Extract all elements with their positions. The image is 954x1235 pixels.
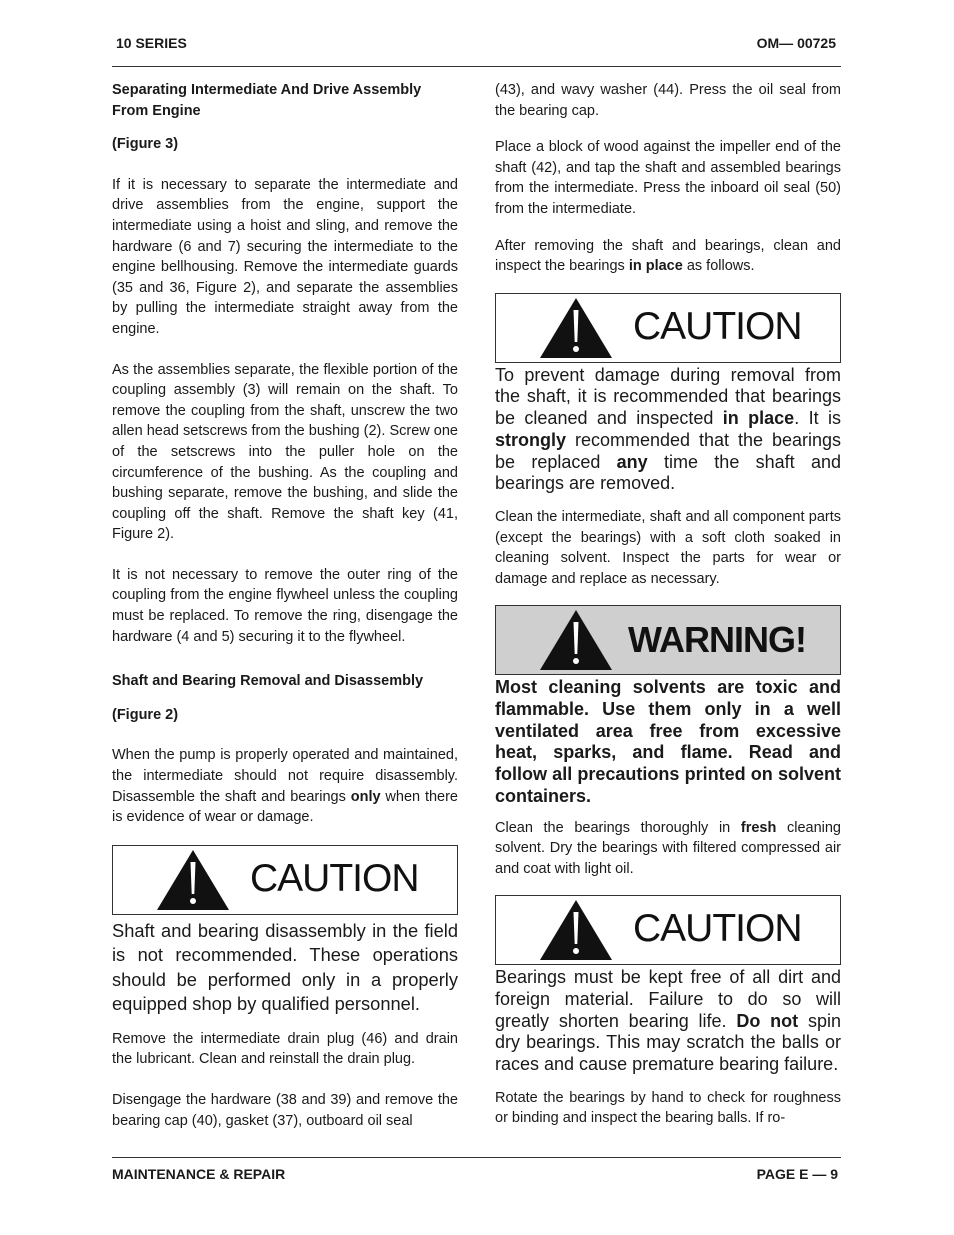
section-heading-separating: Separating Intermediate And Drive Assembly From Engine [112, 82, 422, 119]
paragraph-coupling-removal: As the assemblies separate, the flexible portion of the coupling assembly (3) will remain on the shaft. To remove the coupling from the shaft, unscrew the two allen head setscrews from the bushing (2). Screw one of the setscrews into the puller hole on the circumference of the bushing. As the coupling and bushing separate, remove the bushing, and slide the coupling off the shaft. Remove the shaft key (41, Figure 2). [112, 361, 458, 543]
paragraph-disengage-hardware: Disengage the hardware (38 and 39) and remove the bearing cap (40), gasket (37), outboard oil seal [112, 1092, 458, 1129]
header-doc-number: OM— 00725 [756, 35, 836, 51]
caution-sign-dirt [495, 895, 841, 965]
paragraph-rotate-bearings: Rotate the bearings by hand to check for roughness or binding and inspect the bearing balls. If ro- [495, 1089, 841, 1127]
caution-label: CAUTION [633, 304, 802, 348]
caution-label: CAUTION [250, 856, 419, 900]
warning-triangle-icon [538, 296, 614, 360]
warning-triangle-icon [538, 898, 614, 962]
figure-ref-2: (Figure 2) [112, 706, 179, 723]
caution-text-shaft: Shaft and bearing disassembly in the field is not recommended. These operations should be performed only in a properly equipped shop by qualified personnel. [112, 919, 458, 1015]
right-column [495, 80, 841, 1129]
paragraph-inspect-in-place: After removing the shaft and bearings, clean and inspect the bearings in place as follows. [495, 237, 841, 275]
warning-sign-solvents [495, 605, 841, 675]
paragraph-outer-ring: It is not necessary to remove the outer ring of the coupling from the engine flywheel unless the coupling must be replaced. To remove the ring, disengage the hardware (4 and 5) securing it to the flywheel. [112, 566, 458, 645]
caution-sign-shaft [112, 845, 458, 915]
paragraph-block-of-wood: Place a block of wood against the impeller end of the shaft (42), and tap the shaft and assembled bearings from the intermediate. Press the inboard oil seal (50) from the intermediate. [495, 139, 841, 217]
warning-label: WARNING! [628, 619, 806, 661]
paragraph-drain-plug: Remove the intermediate drain plug (46) and drain the lubricant. Clean and reinstall the drain plug. [112, 1030, 458, 1068]
warning-triangle-icon [155, 848, 231, 912]
warning-triangle-icon [538, 608, 614, 672]
header-series: 10 SERIES [116, 35, 187, 51]
footer-rule [112, 1157, 841, 1158]
figure-ref-3: (Figure 3) [112, 136, 179, 153]
header-rule [112, 66, 841, 67]
paragraph-separate-assemblies: If it is necessary to separate the intermediate and drive assemblies from the engine, support the intermediate using a hoist and sling, and remove the hardware (6 and 7) securing the intermediate to the engine bellhousing. Remove the intermediate guards (35 and 36, Figure 2), and separate the assemblies by pulling the intermediate straight away from the engine. [112, 176, 458, 337]
paragraph-clean-bearings: Clean the bearings thoroughly in fresh cleaning solvent. Dry the bearings with filtered compressed air and coat with light oil. [495, 819, 841, 877]
paragraph-disassembly-condition: When the pump is properly operated and maintained, the intermediate should not require disassembly. Disassemble the shaft and bearings only when there is evidence of wear or damage. [112, 747, 458, 826]
caution-sign-bearings-inplace [495, 293, 841, 363]
warning-text-solvents: Most cleaning solvents are toxic and flammable. Use them only in a well ventilated area free from excessive heat, sparks, and flame. Read and follow all precautions printed on solvent containers. [495, 677, 841, 806]
paragraph-wavy-washer: (43), and wavy washer (44). Press the oil seal from the bearing cap. [495, 82, 841, 119]
caution-text-inplace: To prevent damage during removal from the shaft, it is recommended that bearings be cleaned and inspected in place. It is strongly recommended that the bearings be replaced any time the shaft and bearings are removed. [495, 364, 842, 494]
footer-page-number: PAGE E — 9 [756, 1166, 838, 1182]
section-heading-shaft-bearing: Shaft and Bearing Removal and Disassembly [112, 673, 424, 690]
footer-section: MAINTENANCE & REPAIR [112, 1166, 286, 1182]
left-column [112, 80, 458, 1131]
caution-label: CAUTION [633, 907, 802, 951]
caution-text-dirt: Bearings must be kept free of all dirt and foreign material. Failure to do so will greatly shorten bearing life. Do not spin dry bearings. This may scratch the balls or races and cause premature bearing failure. [495, 967, 841, 1075]
paragraph-clean-components: Clean the intermediate, shaft and all component parts (except the bearings) with a soft cloth soaked in cleaning solvent. Inspect the parts for wear or damage and replace as necessary. [495, 508, 841, 587]
